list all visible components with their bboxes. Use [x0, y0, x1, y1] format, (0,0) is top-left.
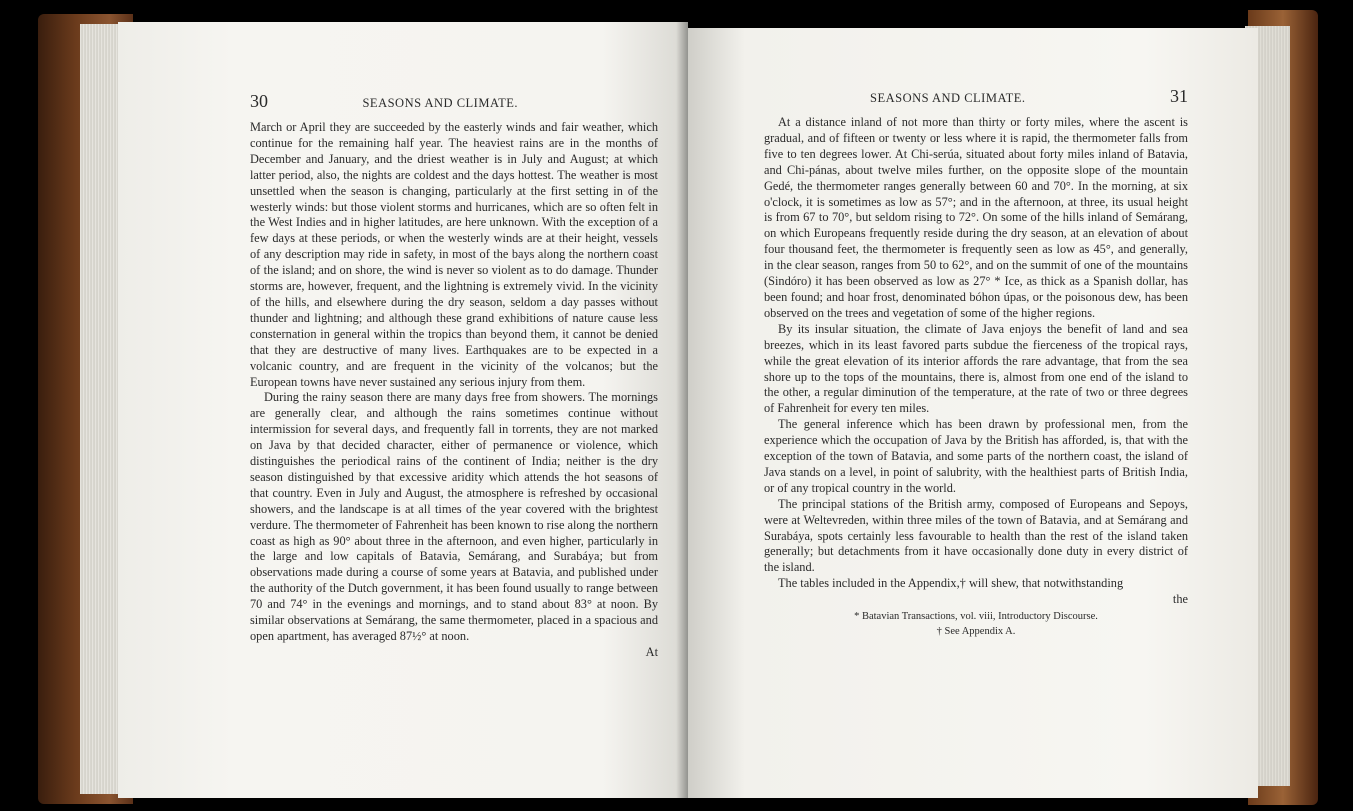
paragraph: The tables included in the Appendix,† will shew, that notwithstanding	[778, 576, 1124, 591]
footnote: † See Appendix A.	[936, 626, 1016, 638]
left-page-header	[250, 91, 658, 112]
paragraph: During the rainy season there are many days free from showers. The mornings are generally clear, and although the rains sometimes continue without intermission for several days, and frequently fall in torrents, they are not marked on Java by that decided character, either of permanence or violence, which distinguishes the periodical rains of the continent of India; neither is the dry season distinguished by that excessive aridity which attends the hot seasons of that country. Even in July and August, the atmosphere is refreshed by occasional showers, and the landscape is at all times of the year covered with the brightest verdure. The thermometer of Fahrenheit has been known to rise along the northern coast as high as 90° about three in the afternoon, and even higher, particularly in the large and low capitals of Batavia, Semárang, and Surabáya; but from observations made during a course of some years at Batavia, and published under the authority of the Dutch government, it has been found usually to range between 70 and 74° in the evenings and mornings, and to stand about 83° at noon. By similar observations at Semárang, the same thermometer, placed in a spacious and open apartment, has averaged 87½° at noon.	[250, 390, 659, 643]
page-number: 30	[250, 91, 268, 111]
catchword: At	[645, 644, 658, 659]
paragraph: By its insular situation, the climate of Java enjoys the benefit of land and sea breezes, which in its least favored parts subdue the fierceness of the tropical rays, while the great elevation of its interior affords the rare advantage, that from the sea shore up to the tops of the mountains, there is, almost from one end of the island to the other, a regular diminution of the temperature, at the rate of two or three degrees of Fahrenheit for every ten miles.	[764, 321, 1188, 416]
paragraph: At a distance inland of not more than thirty or forty miles, where the ascent is gradual, and of fifteen or twenty or less where it is rapid, the thermometer falls from five to ten degrees lower. At Chi-serúa, situated about forty miles inland of Batavia, and Chi-pánas, about twelve miles further, on the opposite slope of the mountain Gedé, the thermometer ranges generally between 60 and 70°. In the morning, at six o'clock, it is sometimes as low as 57°; and in the afternoon, at three, its usual height is from 67 to 70°, but seldom rising to 72°. On some of the hills inland of Semárang, on which Europeans frequently reside during the dry season, at an elevation of about four thousand feet, the thermometer is frequently seen as low as 45°, and generally, in the clear season, ranges from 50 to 62°, and on the summit of one of the mountains (Sindóro) it has been observed as low as 27° * Ice, as thick as a Spanish dollar, has been found; and hoar frost, denominated bóhon úpas, or the poisonous dew, has been observed on the trees and vegetation of some of the higher regions.	[764, 115, 1188, 320]
left-page	[118, 22, 688, 798]
catchword: the	[1172, 592, 1188, 607]
footnote: * Batavian Transactions, vol. viii, Introductory Discourse.	[854, 611, 1098, 623]
running-head: SEASONS AND CLIMATE.	[362, 96, 518, 110]
open-book	[38, 10, 1318, 805]
page-number: 31	[1170, 86, 1188, 106]
paragraph: The general inference which has been drawn by professional men, from the experience which the occupation of Java by the British has afforded, is, that with the exception of the town of Batavia, and some parts of the northern coast, the island of Java stands on a level, in point of salubrity, with the healthiest parts of British India, or of any tropical country in the world.	[764, 417, 1188, 495]
right-page	[688, 28, 1258, 798]
paragraph: The principal stations of the British army, composed of Europeans and Sepoys, were at Weltevreden, within three miles of the town of Batavia, and at Semárang and Surabáya, spots certainly less favourable to health than the rest of the island taken generally; but detachments from it have occasionally done duty in every district of the island.	[764, 496, 1188, 575]
right-page-header	[764, 86, 1188, 107]
paragraph: March or April they are succeeded by the easterly winds and fair weather, which continue for the remaining half year. The heaviest rains are in the months of December and January, and the driest weather is in July and August; at which latter period, also, the nights are coldest and the days hottest. The weather is most unsettled when the season is changing, particularly at the first setting in of the westerly winds: but those violent storms and hurricanes, which are so often felt in the West Indies and in higher latitudes, are here unknown. With the exception of a few days at these periods, or when the westerly winds are at their height, vessels of any description may ride in safety, in most of the bays along the northern coast of the island; and on shore, the wind is never so violent as to do damage. Thunder storms are, however, frequent, and the lightning is extremely vivid. In the vicinity of the hills, and elsewhere during the dry season, seldom a day passes without thunder and lightning; and although these grand exhibitions of nature cause less consternation in general within the tropics than beyond them, it cannot be denied that they are destructive of many lives. Earthquakes are to be expected in a volcanic country, and are frequent in the vicinity of the volcanos; but the European towns have never sustained any serious injury from them.	[250, 120, 658, 389]
running-head: SEASONS AND CLIMATE.	[870, 91, 1026, 105]
